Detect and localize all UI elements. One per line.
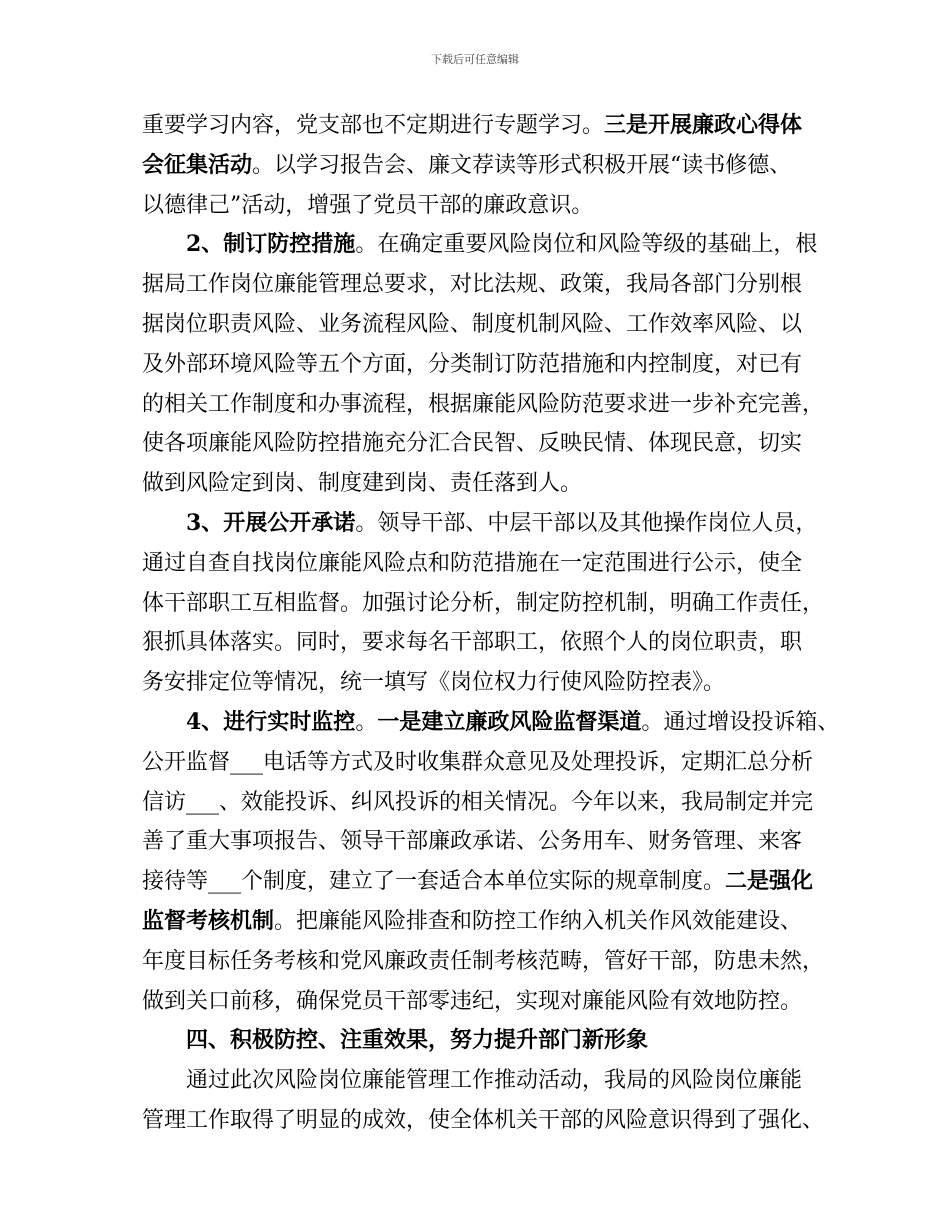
bold-phrase: 会征集活动 <box>142 151 253 178</box>
text-line: 年度目标任务考核和党风廉政责任制考核范畴，管好干部，防患未然， <box>142 948 825 974</box>
text-line: 使各项廉能风险防控措施充分汇合民智、反映民情、体现民意，切实 <box>142 431 803 457</box>
paragraph-1 <box>142 106 812 225</box>
text-span: 。在确定重要风险岗位和风险等级的基础上，根 <box>355 232 818 258</box>
text-span: 。把廉能风险排查和防控工作纳入机关作风效能建设、 <box>274 908 803 934</box>
text-line: 及外部环境风险等五个方面，分类制订防范措施和内控制度，对已有 <box>142 351 803 377</box>
text-span: 接待等___个制度，建立了一套适合本单位实际的规章制度。 <box>142 869 726 895</box>
paragraph-4 <box>142 703 840 1021</box>
section-heading-text: 四、积极防控、注重效果，努力提升部门新形象 <box>186 1027 649 1054</box>
text-line: 信访___、效能投诉、纠风投诉的相关情况。今年以来，我局制定并完 <box>142 789 814 815</box>
text-span: 。 <box>355 709 378 735</box>
bold-phrase: 一是建立廉政风险监督渠道 <box>377 708 642 735</box>
paragraph-5 <box>142 1061 825 1141</box>
text-line: 公开监督___电话等方式及时收集群众意见及处理投诉，定期汇总分析 <box>142 749 814 775</box>
text-span: 。通过增设投诉箱、 <box>641 709 840 735</box>
text-line: 务安排定位等情况，统一填写《岗位权力行使风险防控表》。 <box>142 670 726 696</box>
document-body <box>142 106 840 1141</box>
section-title: 2、制订防控措施 <box>186 231 356 258</box>
text-line: 善了重大事项报告、领导干部廉政承诺、公务用车、财务管理、来客 <box>142 829 803 855</box>
text-line: 据岗位职责风险、业务流程风险、制度机制风险、工作效率风险、以 <box>142 311 803 337</box>
section-heading-4 <box>142 1021 812 1061</box>
bold-phrase: 二是强化 <box>725 868 814 895</box>
text-line: 体干部职工互相监督。加强讨论分析，制定防控机制，明确工作责任， <box>142 590 825 616</box>
text-line: 的相关工作制度和办事流程，根据廉能风险防范要求进一步补充完善， <box>142 391 825 417</box>
bold-phrase: 三是开展廉政心得体 <box>604 112 803 138</box>
text-line: 通过此次风险岗位廉能管理工作推动活动，我局的风险岗位廉能 <box>186 1068 803 1094</box>
section-title: 3、开展公开承诺 <box>186 509 356 536</box>
text-line: 做到风险定到岗、制度建到岗、责任落到人。 <box>142 471 583 497</box>
page-header-note: 下载后可任意编辑 <box>431 53 519 66</box>
paragraph-2 <box>142 225 825 504</box>
text-line: 狠抓具体落实。同时，要求每名干部职工，依照个人的岗位职责，职 <box>142 630 803 656</box>
paragraph-3 <box>142 504 825 703</box>
text-span: 重要学习内容，党支部也不定期进行专题学习。 <box>142 113 605 138</box>
text-span: 。以学习报告会、廉文荐读等形式积极开展“读书修德、 <box>252 152 792 178</box>
text-line: 管理工作取得了明显的成效，使全体机关干部的风险意识得到了强化、 <box>142 1107 825 1133</box>
text-line: 据局工作岗位廉能管理总要求，对比法规、政策，我局各部门分别根 <box>142 272 803 298</box>
text-line: 通过自查自找岗位廉能风险点和防范措施在一定范围进行公示，使全 <box>142 550 803 576</box>
text-line: 以德律己”活动，增强了党员干部的廉政意识。 <box>142 192 594 218</box>
bold-phrase: 监督考核机制 <box>142 907 275 934</box>
text-span: 。领导干部、中层干部以及其他操作岗位人员， <box>355 510 818 536</box>
section-title: 4、进行实时监控 <box>186 708 356 735</box>
text-line: 做到关口前移，确保党员干部零违纪，实现对廉能风险有效地防控。 <box>142 988 803 1014</box>
